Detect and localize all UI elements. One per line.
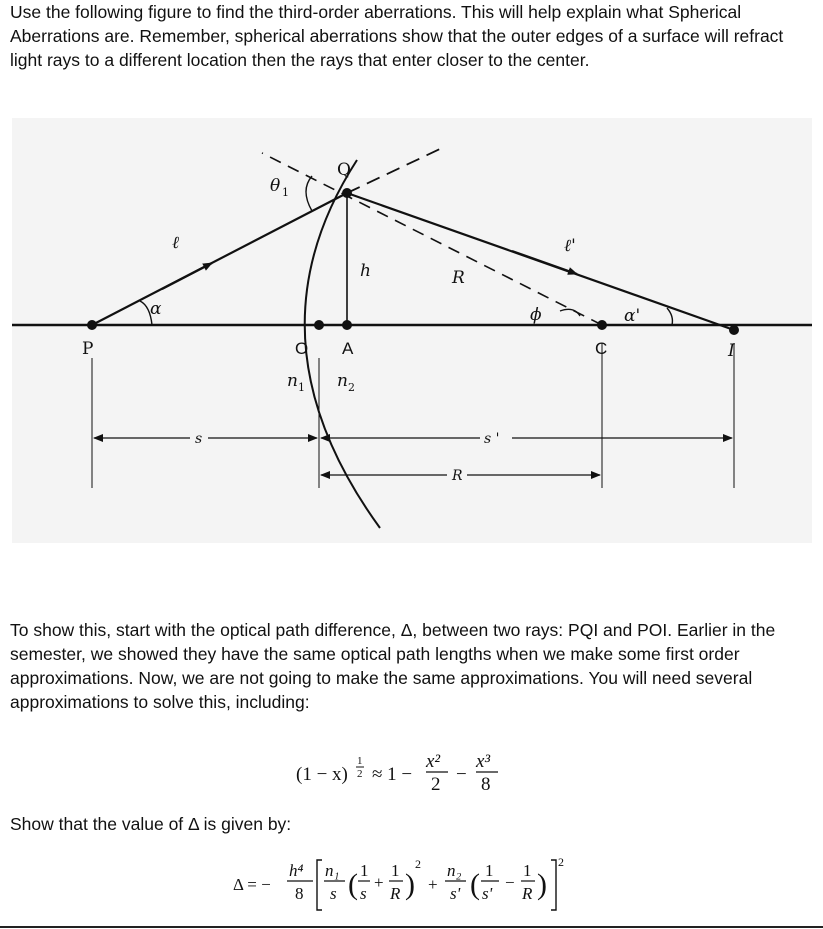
approx-exp-den: 2	[357, 768, 363, 780]
delta-eight: 8	[295, 884, 304, 903]
label-l-prime: ℓ'	[564, 236, 576, 256]
label-R-top: R	[452, 268, 465, 288]
intro-paragraph: Use the following figure to find the third-order aberrations. This will help explain what Spherical Aberrations are. Remember, spherical aberrations show that the outer edges of a surface will refract light rays to a different location then the rays that enter closer to the center.	[10, 2, 784, 70]
point-P	[87, 320, 97, 330]
delta-sq-a: 2	[415, 857, 421, 871]
delta-one-d: 1	[523, 861, 532, 880]
label-theta1-sub: 1	[282, 186, 289, 199]
label-s-prime: s '	[484, 431, 500, 447]
paren-close-b: )	[537, 868, 547, 901]
body-paragraph: To show this, start with the optical path difference, Δ, between two rays: PQI and POI. Earlier in the semester, we showed they have the same optical path lengths when we make some first order approximations. Now, we are not going to make the same approximations. You will need several approximations to solve this, including:	[10, 620, 776, 712]
delta-s-prime: s'	[450, 884, 461, 903]
approx-sign: ≈ 1 −	[372, 764, 413, 785]
label-O: O	[295, 339, 309, 358]
point-O	[314, 320, 324, 330]
label-n1: n	[287, 371, 298, 391]
paren-open-b: (	[470, 868, 480, 901]
label-n2-sub: 2	[348, 381, 355, 394]
show-label: Show that the value of Δ is given by:	[10, 814, 292, 834]
delta-s-prime-b: s'	[482, 884, 493, 903]
delta-R-a: R	[390, 884, 401, 903]
label-Q: Q	[337, 160, 351, 180]
point-I	[729, 325, 739, 335]
approx-t2-den: 8	[481, 774, 491, 795]
paren-open-a: (	[348, 868, 358, 901]
label-R-bottom: R	[452, 468, 463, 484]
label-phi: ϕ	[530, 305, 542, 325]
approx-t2-num: x³	[476, 751, 491, 772]
label-I: I	[728, 341, 735, 361]
label-alpha: α	[150, 299, 162, 319]
delta-plus-a: +	[374, 873, 384, 892]
point-A	[342, 320, 352, 330]
delta-minus-b: −	[505, 873, 515, 892]
delta-R-b: R	[522, 884, 533, 903]
label-C: C	[595, 339, 608, 358]
label-l: ℓ	[172, 233, 180, 253]
approx-exp-num: 1	[357, 755, 363, 767]
delta-equation	[225, 848, 625, 918]
delta-sq-b: 2	[558, 855, 564, 869]
delta-s: s	[330, 884, 337, 903]
optics-figure	[12, 118, 812, 543]
point-C	[597, 320, 607, 330]
page-bottom-rule	[0, 926, 823, 928]
figure-background	[12, 118, 812, 543]
approx-t1-den: 2	[431, 774, 441, 795]
label-alpha-prime: α'	[624, 306, 641, 326]
label-n2: n	[337, 371, 348, 391]
label-s: s	[195, 431, 203, 447]
label-h: h	[360, 261, 371, 281]
approximation-equation	[290, 740, 530, 800]
approx-t1-num: x²	[426, 751, 441, 772]
point-Q	[342, 188, 352, 198]
delta-one-a: 1	[360, 861, 369, 880]
label-n1-sub: 1	[298, 381, 305, 394]
label-A: A	[342, 339, 354, 358]
approx-minus: −	[456, 764, 467, 785]
delta-plus-mid: +	[428, 875, 438, 894]
paren-close-a: )	[405, 868, 415, 901]
refraction-diagram	[12, 118, 812, 543]
delta-n2: n₂	[447, 861, 462, 880]
delta-lhs: Δ = −	[233, 875, 271, 894]
delta-h4: h⁴	[289, 861, 304, 880]
delta-one-b: 1	[391, 861, 400, 880]
approx-lhs: (1 − x)	[296, 764, 348, 785]
label-theta1: θ	[270, 176, 281, 196]
label-P: P	[82, 339, 94, 359]
delta-one-c: 1	[485, 861, 494, 880]
delta-s-a: s	[360, 884, 367, 903]
delta-n1: n₁	[325, 861, 340, 880]
